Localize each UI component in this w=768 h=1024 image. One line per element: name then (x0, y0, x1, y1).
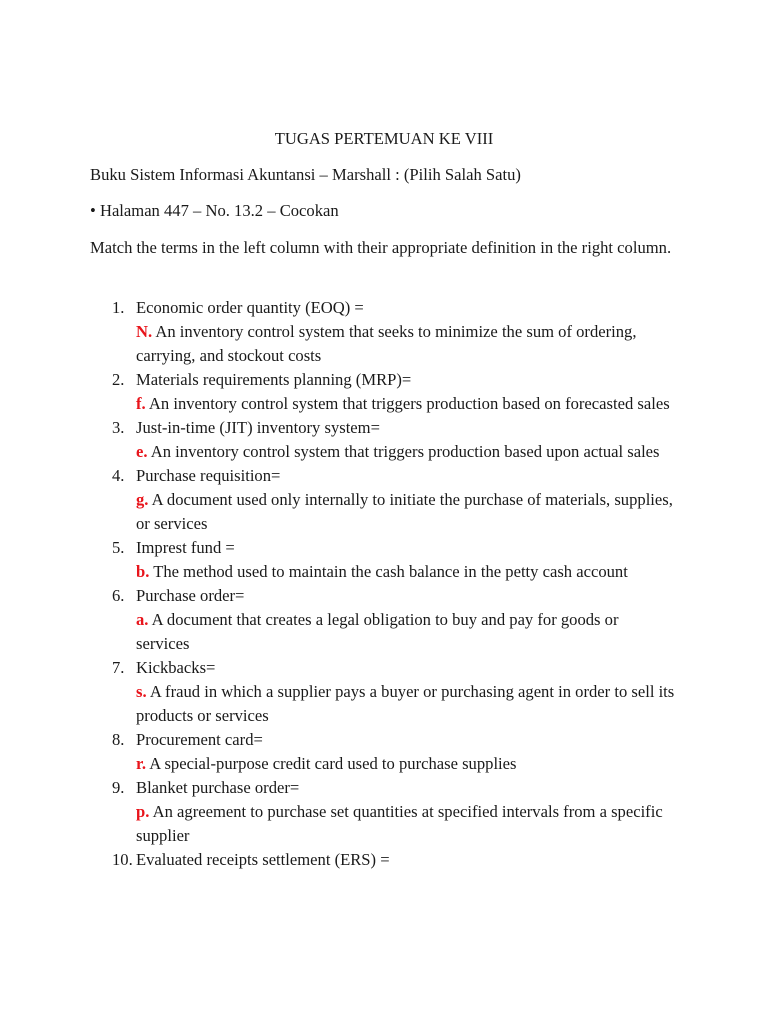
book-reference: Buku Sistem Informasi Akuntansi – Marshall : (Pilih Salah Satu) (90, 165, 521, 184)
list-item (0, 536, 768, 584)
item-definition: A special-purpose credit card used to purchase supplies (146, 754, 517, 773)
item-definition: An inventory control system that triggers production based on forecasted sales (145, 394, 670, 413)
item-body (136, 848, 676, 872)
item-number: 5. (112, 538, 125, 557)
item-body (136, 296, 676, 368)
list-item (0, 776, 768, 848)
matching-list (0, 296, 768, 872)
list-item (0, 296, 768, 368)
item-definition: The method used to maintain the cash balance in the petty cash account (149, 562, 628, 581)
item-term: Imprest fund = (136, 538, 235, 557)
answer-letter: f. (136, 394, 146, 413)
item-definition-line (136, 560, 676, 584)
list-item (0, 368, 768, 416)
answer-letter: g. (136, 490, 149, 509)
item-term: Materials requirements planning (MRP)= (136, 370, 412, 389)
item-definition: A document used only internally to initiate the purchase of materials, supplies, or services (136, 490, 673, 533)
answer-letter: b. (136, 562, 150, 581)
answer-letter: s. (136, 682, 147, 701)
item-number: 10. (112, 850, 133, 869)
list-item (0, 848, 768, 872)
item-term: Kickbacks= (136, 658, 216, 677)
item-definition-line (136, 320, 676, 368)
item-definition-line (136, 800, 676, 848)
item-definition-line (136, 440, 676, 464)
list-item (0, 584, 768, 656)
item-body (136, 416, 676, 464)
item-definition-line (136, 752, 676, 776)
item-definition: An inventory control system that seeks to minimize the sum of ordering, carrying, and stockout costs (136, 322, 637, 365)
page-title: TUGAS PERTEMUAN KE VIII (274, 129, 494, 148)
instruction-text: Match the terms in the left column with their appropriate definition in the right column. (90, 238, 672, 257)
item-term: Purchase order= (136, 586, 245, 605)
list-item (0, 464, 768, 536)
item-body (136, 368, 676, 416)
item-definition: An inventory control system that triggers production based upon actual sales (147, 442, 660, 461)
item-number: 9. (112, 778, 125, 797)
item-body (136, 656, 676, 728)
item-definition: A fraud in which a supplier pays a buyer or purchasing agent in order to sell its products or services (136, 682, 675, 725)
item-body (136, 536, 676, 584)
answer-letter: e. (136, 442, 148, 461)
answer-letter: N. (136, 322, 153, 341)
list-item (0, 416, 768, 464)
item-body (136, 728, 676, 776)
item-body (136, 464, 676, 536)
item-definition-line (136, 488, 676, 536)
item-definition-line (136, 392, 676, 416)
item-term: Just-in-time (JIT) inventory system= (136, 418, 380, 437)
item-number: 4. (112, 466, 125, 485)
item-number: 8. (112, 730, 125, 749)
item-number: 2. (112, 370, 125, 389)
answer-letter: p. (136, 802, 150, 821)
item-definition: A document that creates a legal obligation to buy and pay for goods or services (136, 610, 619, 653)
item-term: Procurement card= (136, 730, 263, 749)
page-reference: • Halaman 447 – No. 13.2 – Cocokan (90, 201, 339, 220)
item-term: Economic order quantity (EOQ) = (136, 298, 364, 317)
item-body (136, 776, 676, 848)
list-item (0, 656, 768, 728)
item-number: 6. (112, 586, 125, 605)
list-item (0, 728, 768, 776)
answer-letter: r. (136, 754, 146, 773)
item-definition-line (136, 608, 676, 656)
item-term: Purchase requisition= (136, 466, 281, 485)
item-term: Blanket purchase order= (136, 778, 300, 797)
item-number: 3. (112, 418, 125, 437)
item-number: 7. (112, 658, 125, 677)
item-number: 1. (112, 298, 125, 317)
answer-letter: a. (136, 610, 149, 629)
item-term: Evaluated receipts settlement (ERS) = (136, 850, 390, 869)
item-body (136, 584, 676, 656)
item-definition-line (136, 680, 676, 728)
item-definition: An agreement to purchase set quantities at specified intervals from a specific supplier (136, 802, 663, 845)
